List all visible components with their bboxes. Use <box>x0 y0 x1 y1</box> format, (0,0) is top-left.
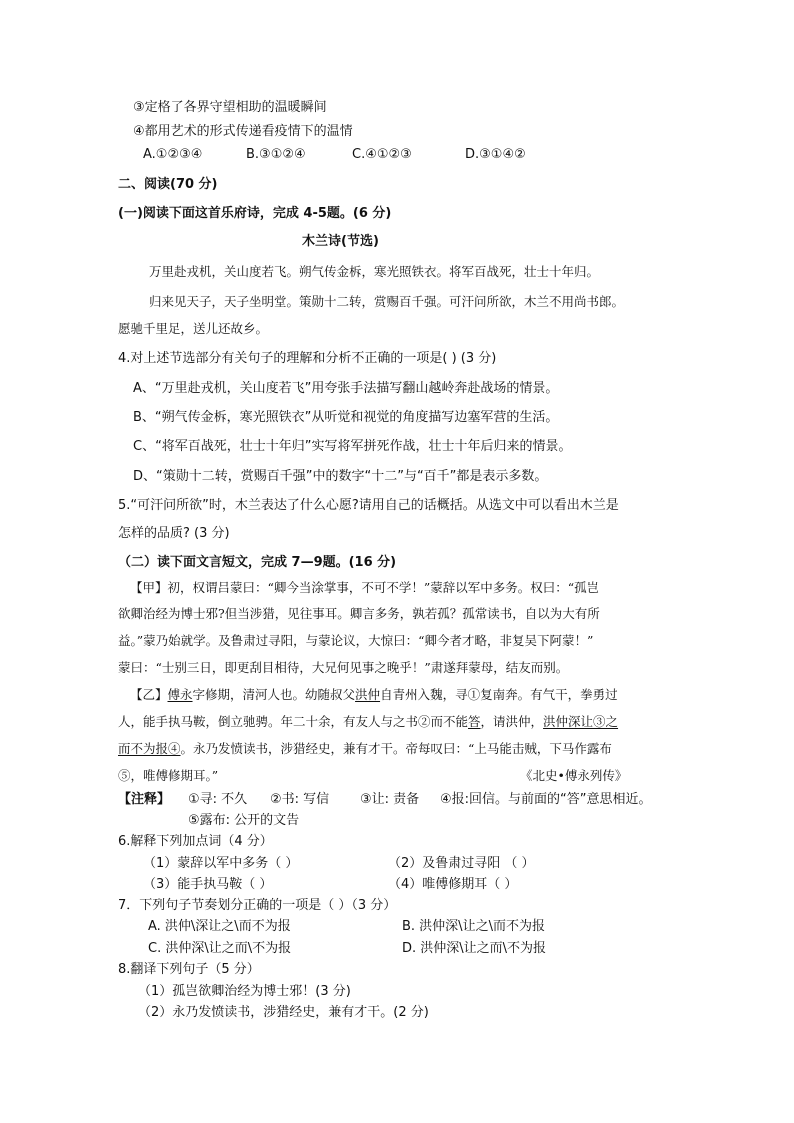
yi-text: 自青州入魏，寻①复南奔。有气干，拳勇过 <box>380 687 618 702</box>
poem-line-3: 愿驰千里足，送儿还故乡。 <box>118 321 269 336</box>
q8-item-1: （1）孤岂欲卿治经为博士邪！(3 分) <box>138 984 351 999</box>
note-5: ⑤露布: 公开的文告 <box>188 813 300 828</box>
q7-stem: 7．下列句子节奏划分正确的一项是（ ）（3 分） <box>118 898 397 913</box>
q8-stem: 8.翻译下列句子（5 分） <box>118 962 260 977</box>
q4-option-a: A、“万里赴戎机，关山度若飞”用夸张手法描写翻山越岭奔赴战场的情景。 <box>133 381 559 396</box>
q6-item-4: （4）唯傅修期耳（ ） <box>388 877 518 892</box>
jia-line-1: 【甲】初，权谓吕蒙曰：“卿今当涂掌事，不可不学！”蒙辞以军中多务。权曰：“孤岂 <box>130 580 600 595</box>
jia-line-3: 益。”蒙乃始就学。及鲁肃过寻阳，与蒙论议，大惊曰：“卿今者才略，非复吴下阿蒙！” <box>118 633 594 648</box>
q3-choice-d: D.③①④② <box>465 147 526 162</box>
q5-line-2: 怎样的品质? (3 分) <box>118 526 230 541</box>
q6-item-1: （1）蒙辞以军中多务（ ） <box>143 856 299 871</box>
q6-row-2 <box>143 876 517 894</box>
q7-row-2 <box>148 940 546 958</box>
yi-text: 字修期，清河人也。幼随叔父 <box>192 687 356 702</box>
q4-option-b: B、“朔气传金柝，寒光照铁衣”从听觉和视觉的角度描写边塞军营的生活。 <box>133 410 559 425</box>
yi-underlined-phrase-end: 而不为报④ <box>118 741 181 756</box>
q7-option-a: A. 洪仲\深让之\而不为报 <box>148 919 291 934</box>
yi-label: 【乙】 <box>130 687 168 702</box>
q6-stem: 6.解释下列加点词（4 分） <box>118 834 273 849</box>
part1-heading: (一)阅读下面这首乐府诗，完成 4-5题。(6 分) <box>118 206 392 221</box>
yi-name-fuyong: 傅永 <box>167 687 193 702</box>
yi-source: 《北史•傅永列传》 <box>520 768 628 783</box>
section-heading: 二、阅读(70 分) <box>118 177 218 192</box>
note-4: ④报:回信。与前面的“答”意思相近。 <box>440 792 652 807</box>
jia-line-2: 欲卿治经为博士邪?但当涉猎，见往事耳。卿言多务，孰若孤？孤常读书，自以为大有所 <box>118 606 600 621</box>
yi-line-3 <box>118 740 612 758</box>
q6-item-3: （3）能手执马鞍（ ） <box>143 877 273 892</box>
poem-line-1: 万里赴戎机，关山度若飞。朔气传金柝，寒光照铁衣。将军百战死，壮士十年归。 <box>149 264 600 279</box>
q7-option-b: B. 洪仲深\让之\而不为报 <box>402 919 545 934</box>
poem-line-2: 归来见天子，天子坐明堂。策勋十二转，赏赐百千强。可汗问所欲，木兰不用尚书郎。 <box>149 294 625 309</box>
notes-label: 【注释】 <box>118 792 171 807</box>
q3-choice-c: C.④①②③ <box>352 147 412 162</box>
poem-title: 木兰诗(节选) <box>302 234 379 249</box>
q4-option-d: D、“策勋十二转，赏赐百千强”中的数字“十二”与“百千”都是表示多数。 <box>133 469 548 484</box>
q7-option-c: C. 洪仲深\让之而\不为报 <box>148 941 292 956</box>
part2-heading: （二）读下面文言短文，完成 7—9题。(16 分) <box>118 555 397 570</box>
q7-row-1 <box>148 918 545 936</box>
yi-text: ，请洪仲， <box>480 714 544 729</box>
yi-line-1 <box>130 686 618 704</box>
q6-item-2: （2）及鲁肃过寻阳 （ ） <box>388 856 535 871</box>
yi-line-4: ⑤，唯傅修期耳。” <box>118 768 219 783</box>
q3-choice-b: B.③①②④ <box>246 147 306 162</box>
note-2: ②书: 写信 <box>270 792 330 807</box>
yi-name-hongzhong: 洪仲 <box>355 687 381 702</box>
note-1: ①寻: 不久 <box>188 792 248 807</box>
yi-underlined-phrase: 洪仲深让③之 <box>543 714 619 729</box>
q3-choices <box>143 146 526 164</box>
yi-text: 人，能手执马鞍，倒立驰骋。年二十余，有友人与之书②而不能 <box>118 714 469 729</box>
yi-word-da: 答 <box>468 714 481 729</box>
q6-row-1 <box>143 855 535 873</box>
notes-line-1 <box>118 791 652 809</box>
q4-stem: 4.对上述节选部分有关句子的理解和分析不正确的一项是( ) (3 分) <box>118 351 497 366</box>
q8-item-2: （2）永乃发愤读书，涉猎经史，兼有才干。(2 分) <box>138 1005 429 1020</box>
jia-line-4: 蒙曰：“士别三日，即更刮目相待，大兄何见事之晚乎！”肃遂拜蒙母，结友而别。 <box>118 660 569 675</box>
note-3: ③让: 责备 <box>360 792 420 807</box>
q7-option-d: D. 洪仲深\让之而\不为报 <box>402 941 547 956</box>
q5-line-1: 5.“可汗问所欲”时，木兰表达了什么心愿?请用自己的话概括。从选文中可以看出木兰是 <box>118 498 619 513</box>
q3-choice-a: A.①②③④ <box>143 147 203 162</box>
q3-item-4: ④都用艺术的形式传递看疫情下的温情 <box>133 124 353 139</box>
yi-line-2 <box>118 713 618 731</box>
q4-option-c: C、“将军百战死，壮士十年归”实写将军拼死作战，壮士十年后归来的情景。 <box>133 439 572 454</box>
yi-text: 。永乃发愤读书，涉猎经史，兼有才干。帝每叹曰：“上马能击贼，下马作露布 <box>180 741 612 756</box>
q3-item-3: ③定格了各界守望相助的温暖瞬间 <box>133 100 327 115</box>
